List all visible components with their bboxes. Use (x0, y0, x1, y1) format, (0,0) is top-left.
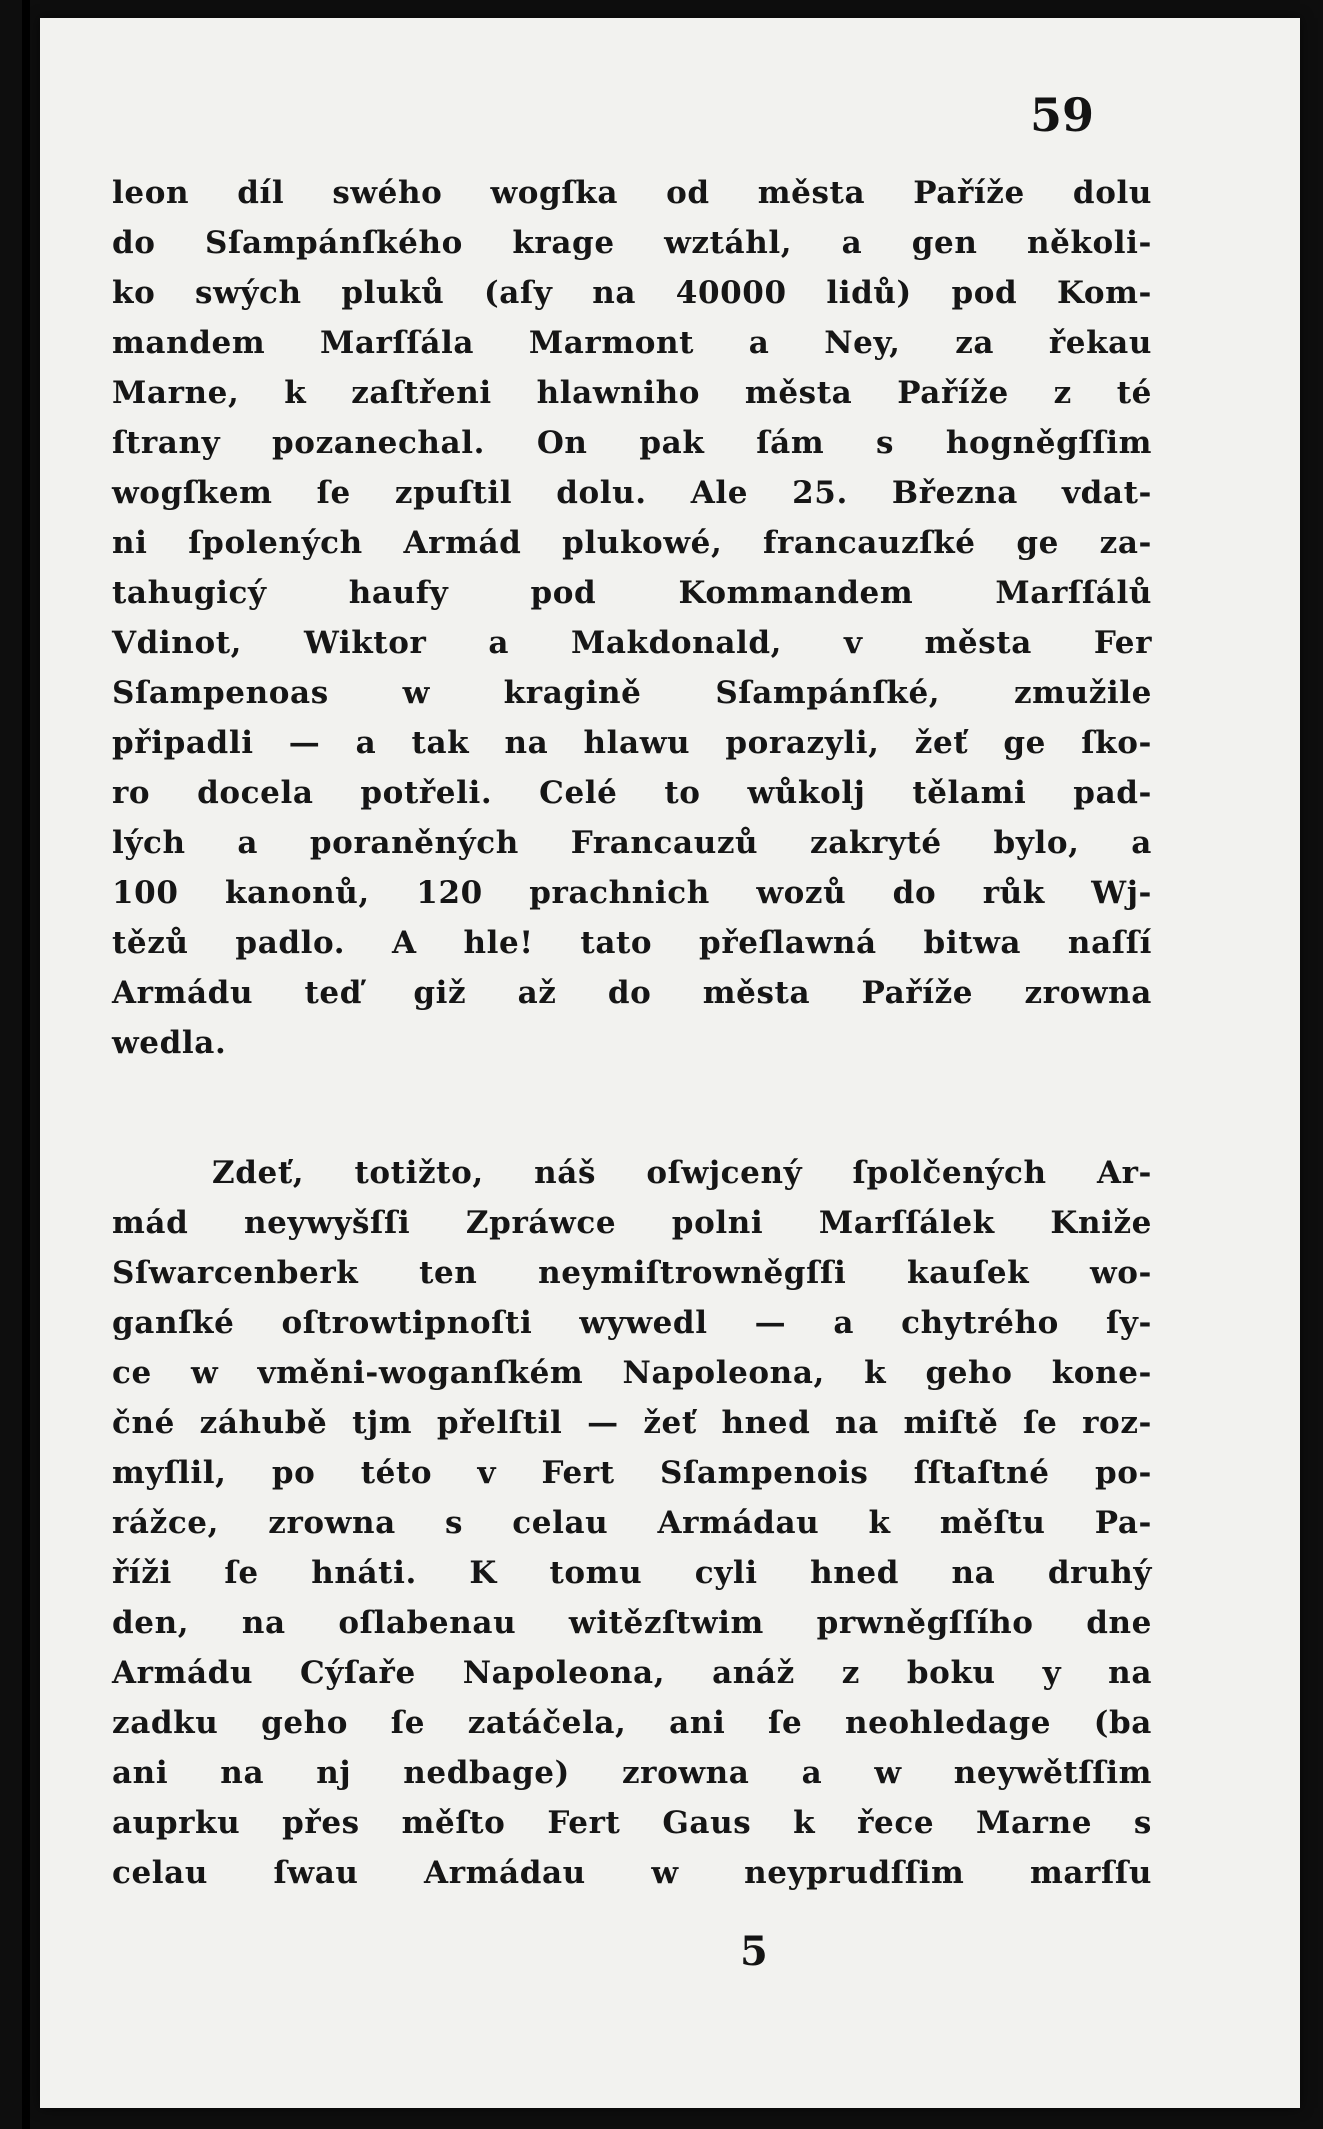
text-line: leon díl swého wogſka od města Paříže dolu (112, 175, 1152, 211)
text-line: ſtrany pozanechal. On pak ſám s hogněgſſim (112, 425, 1152, 461)
text-line: Armádu Cýſaře Napoleona, anáž z boku y na (112, 1655, 1152, 1691)
text-line: ko swých pluků (aſy na 40000 lidů) pod Kom- (112, 275, 1152, 311)
text-line: ni ſpolených Armád plukowé, francauzſké ge za- (112, 525, 1152, 561)
text-line: Armádu teď giž až do města Paříže zrowna (112, 975, 1152, 1011)
text-line: rážce, zrowna s celau Armádau k měſtu Pa- (112, 1505, 1152, 1541)
text-line: Marne, k zaſtřeni hlawniho města Paříže z té (112, 375, 1152, 411)
body-text (112, 168, 1152, 1898)
paragraph-1 (112, 168, 1152, 1068)
text-line: wogſkem ſe zpuſtil dolu. Ale 25. Března vdat- (112, 475, 1152, 511)
signature-mark: 5 (740, 1928, 768, 1975)
text-line: tězů padlo. A hle! tato přeſlawná bitwa naſſí (112, 925, 1152, 961)
text-line: tahugicý haufy pod Kommandem Marſſálů (112, 575, 1152, 611)
text-line: lých a poraněných Francauzů zakryté bylo, a (112, 825, 1152, 861)
text-line: zadku geho ſe zatáčela, ani ſe neohledage (ba (112, 1705, 1152, 1741)
text-line: ganſké oſtrowtipnoſti wywedl — a chytrého ſy- (112, 1305, 1152, 1341)
text-line: Zdeť, totižto, náš oſwjcený ſpolčených Ar- (212, 1155, 1152, 1191)
paragraph-gap (112, 1068, 1152, 1148)
paragraph-2 (112, 1148, 1152, 1898)
text-line: říži ſe hnáti. K tomu cyli hned na druhý (112, 1555, 1152, 1591)
text-line: auprku přes měſto Fert Gaus k řece Marne s (112, 1805, 1152, 1841)
text-line: ro docela potřeli. Celé to wůkolj tělami pad- (112, 775, 1152, 811)
book-page (40, 18, 1300, 2108)
text-line: připadli — a tak na hlawu porazyli, žeť ge ſko- (112, 725, 1152, 761)
text-line: ce w vměni-woganſkém Napoleona, k geho kone- (112, 1355, 1152, 1391)
text-line: do Sſampánſkého krage wztáhl, a gen několi- (112, 225, 1152, 261)
text-line: Sſampenoas w kragině Sſampánſké, zmužile (112, 675, 1152, 711)
text-line: čné záhubě tjm přelſtil — žeť hned na miſtě ſe roz- (112, 1405, 1152, 1441)
text-line: mád neywyšſſi Zpráwce polni Marſſálek Kniže (112, 1205, 1152, 1241)
text-line: den, na oſlabenau witězſtwim prwněgſſího dne (112, 1605, 1152, 1641)
text-line: celau ſwau Armádau w neyprudſſim marſſu (112, 1855, 1152, 1891)
text-line: wedla. (112, 1025, 227, 1061)
text-line: Sſwarcenberk ten neymiſtrowněgſſi kauſek wo- (112, 1255, 1152, 1291)
page-number: 59 (1030, 88, 1095, 142)
text-line: myſlil, po této v Fert Sſampenois ſſtaſtné po- (112, 1455, 1152, 1491)
text-line: 100 kanonů, 120 prachnich wozů do růk Wj- (112, 875, 1152, 911)
text-line: Vdinot, Wiktor a Makdonald, v města Fer (112, 625, 1152, 661)
text-line: mandem Marſſála Marmont a Ney, za řekau (112, 325, 1152, 361)
text-line: ani na nj nedbage) zrowna a w neywětſſim (112, 1755, 1152, 1791)
binding-edge (22, 0, 30, 2129)
